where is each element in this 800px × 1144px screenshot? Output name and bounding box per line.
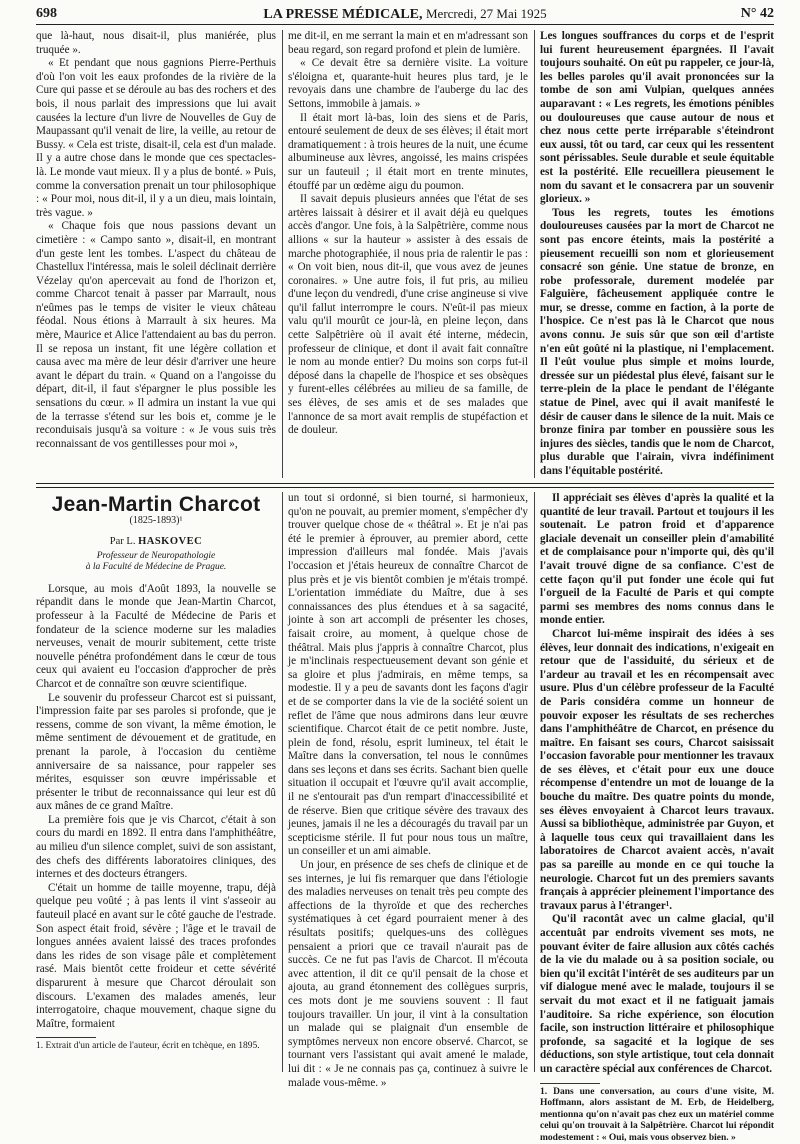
column-divider: [282, 30, 283, 478]
issue-number: N° 42: [740, 6, 774, 21]
footnote-rule: [36, 1037, 96, 1038]
byline: [36, 535, 276, 549]
paragraph: C'était un homme de taille moyenne, trapu, déjà quelque peu voûté ; à pas lents il vint s'asseoir au fauteuil placé en avant sur le côté gauche de l'estrade. Son aspect était froid, sévère ; l'âge et le travail de longues années avaient laissé des traces profondes dans les rides de son visage pâle et complètement rasé. Mais bientôt cette froideur et cette sévérité disparurent à mesure que Charcot déroulait son discours. L'examen des malades amenés, leur interrogatoire, chaque mouvement, chaque signe du Maître, formaient: [36, 881, 276, 1030]
article-column-2: [288, 492, 528, 1089]
footnote-rule: [540, 1083, 600, 1084]
top-column-1: [36, 30, 276, 480]
journal-title: LA PRESSE MÉDICALE,: [263, 7, 423, 22]
header-rule: [36, 24, 774, 25]
paragraph: « Ce devait être sa dernière visite. La voiture s'éloigna et, quarante-huit heures plus tard, je le revoyais dans une chambre de l'auberge du lac des Settons, immobile à jamais. »: [288, 57, 528, 110]
column-divider: [534, 492, 535, 1072]
article-title: Jean-Martin Charcot: [51, 493, 261, 516]
footnote: 1. Dans une conversation, au cours d'une visite, M. Hoffmann, alors assistant de M. Erb, de Heidelberg, mentionna qu'on n'avait pas chez eux un matériel comme celui qu'on trouvait à la Salpêtrière. Charcot lui répondit modestement : « Oui, mais vous observez bien. »: [540, 1086, 774, 1143]
affiliation-line-2: à la Faculté de Médecine de Prague.: [85, 561, 227, 572]
journal-title-line: [36, 6, 774, 23]
page-number: 698: [36, 6, 57, 21]
paragraph: un tout si ordonné, si bien tourné, si harmonieux, qu'on ne pouvait, au premier moment, s'empêcher d'y trouver quelque chose de « théâtral ». Et je n'ai pas été le premier à éprouver, au premier abord, cette impression d'ailleurs mal fondée. Mais j'avais l'occasion et j'étais heureux de connaître Charcot de plus près et je vis bientôt combien je m'étais trompé. L'orientation immédiate du Maître, due à ses connaissances des plus étendues et à sa sagacité, jointe à son art accompli de présenter les choses, faisait croire, au moment, à quelque chose de théâtral. Mais plus j'appris à connaître Charcot, plus je m'inclinais respectueusement devant son génie et sa gloire et plus j'admirais, en même temps, sa modestie. Il y a peu de savants dont les façons d'agir et de se comporter dans la vie de la société soient un reflet de l'âme que nous admirons dans leur œuvre scientifique. Charcot était de ce petit nombre. Juste, plein de fond, résolu, esprit lumineux, tel était le Maître dans la conversation, tel nous le connûmes dans ses leçons et dans ses écrits. Sachant bien quelle situation il occupait et l'œuvre qu'il avait accomplie, il ne s'entourait pas d'un rempart d'inaccessibilité et de réserve. Bien que critique sévère des travaux des jeunes, jamais il ne les a découragés du travail par un scepticisme stérile. Il fut pour nous tous un maître, un conseiller et un ami aimable.: [288, 492, 528, 858]
issue-date: Mercredi, 27 Mai 1925: [426, 6, 547, 21]
paragraph: Charcot lui-même inspirait des idées à ses élèves, leur donnait des indications, n'exigeait en retour que de l'assiduité, du sérieux et de l'ardeur au travail et les en récompensait avec usure. Plus d'un célèbre professeur de la Faculté de Paris considéra comme un honneur de pouvoir exposer les résultats de ses recherches dans l'amphithéâtre de Charcot, en présence du maître. En faisant ses cours, Charcot saisissait l'occasion favorable pour mentionner les travaux de ses élèves, et c'était pour eux une douce récompense d'entendre un mot de louange de la bouche du maître. Des quatre points du monde, ses élèves envoyaient à Charcot leurs travaux. Aussi sa bibliothèque, administrée par Guyon, et à laquelle tous ceux qui travaillaient dans les laboratoires de Charcot avaient accès, n'avait pas sa pareille au monde en ce qui touche la neurologie. Charcot fut un des premiers savants français à apprécier pleinement l'importance des travaux parus à l'étranger¹.: [540, 627, 774, 912]
article-column-3: [540, 492, 774, 1143]
affiliation-line-1: Professeur de Neuropathologie: [96, 550, 216, 561]
top-column-3: [540, 30, 774, 480]
top-column-2: [288, 30, 528, 480]
column-divider: [534, 30, 535, 478]
column-divider: [282, 492, 283, 1072]
paragraph: Il savait depuis plusieurs années que l'état de ses artères laissait à désirer et il avait déjà eu quelques accès d'angor. Une fois, à la Salpêtrière, comme nous allions « sur la hauteur » assister à des essais de marche photographiée, il nous pria de ralentir le pas : « On voit bien, nous dit-il, que vous avez de jeunes coronaires. » Une autre fois, il fut pris, au milieu d'une leçon du vendredi, d'une crise angineuse si vive qu'il fallut interrompre le cours. N'eût-il pas mieux valu qu'il mourût ce jour-là, en pleine leçon, dans cette Salpêtrière où il avait été interne, médecin, professeur de clinique, et dont il avait fait connaître le nom au monde entier? Du moins son corps fut-il déposé dans la chapelle de l'hospice et ses obsèques y furent-elles célébrées au milieu de sa famille, de ses élèves, de ses amis et de ses malades que l'annonce de sa mort avait remplis de stupéfaction et de douleur.: [288, 193, 528, 437]
paragraph: Il était mort là-bas, loin des siens et de Paris, entouré seulement de deux de ses élèves; il était mort dramatiquement : à trois heures de la nuit, une écume albumineuse aux lèvres, angoissé, les mains crispées sur un fauteuil ; il était mort en trente minutes, étouffé par un œdème aigu du poumon.: [288, 111, 528, 192]
paragraph: Les longues souffrances du corps et de l'esprit lui furent heureusement épargnées. Il l'avait toujours souhaité. On eût pu rappeler, ce jour-là, les belles paroles qu'il avait prononcées sur la tombe de son ami Vulpian, quelques années auparavant : « Les regrets, les émotions pénibles ou douloureuses que cause autour de nous et chez nous cette perte irréparable s'éteindront eux aussi, tôt ou tard, car ceux qui les ressentent sont périssables. Seule durable et seule équitable est la postérité. Elle recueillera pieusement le nom du savant et le consacrera par un souvenir glorieux. »: [540, 30, 774, 206]
paragraph: Qu'il racontât avec un calme glacial, qu'il accentuât par endroits vivement ses mots, ne pouvant éviter de faire allusion aux côtés cachés de la vie du malade ou à sa position sociale, ou bien qu'il excitât l'intérêt de ses auditeurs par un vif dialogue mené avec le malade, toujours il se servait du mot exact et il ne fatiguait jamais l'auditoire. Sa riche expérience, son élocution facile, son instruction littéraire et philosophique profonde, sa sagacité et la logique de ses déductions, son style artistique, tout cela donnait un caractère spécial aux conférences de Charcot.: [540, 913, 774, 1075]
paragraph: « Chaque fois que nous passions devant un cimetière : « Campo santo », disait-il, en montrant d'un geste lent les tombes. L'aspect du château de Chastellux l'intéressa, mais le soleil déclinait derrière Vézelay qu'on apercevait au fond de l'horizon et, comme Charcot tenait à passer par Marrault, nous n'eûmes pas le temps de visiter le vieux château féodal. Nous étions à Marrault à six heures. Ma mère, Maurice et Alice l'attendaient au bas du perron. Il se reposa un instant, fit une légère collation et causa avec ma mère de leur désir d'arriver une heure avant le départ du train. « Quand on a l'angoisse du départ, dit-il, il faut s'épargner le plus possible les sensations du cœur. » Il admira un instant la vue qui de la terrasse s'étend sur les bois et, comme je le reconduisais jusqu'à sa voiture : « Je vous suis très reconnaissant de vos gentillesses pour moi »,: [36, 220, 276, 450]
paragraph: La première fois que je vis Charcot, c'était à son cours du mardi en 1892. Il entra dans l'amphithéâtre, au milieu d'un silence complet, suivi de son assistant, des chefs des différents laboratoires cliniques, des internes et des docteurs étrangers.: [36, 813, 276, 881]
article-dates: (1825-1893)¹: [129, 514, 183, 526]
footnote: 1. Extrait d'un article de l'auteur, écrit en tchèque, en 1895.: [36, 1041, 260, 1052]
section-double-rule: [36, 483, 774, 488]
article-column-1: [36, 492, 276, 1072]
paragraph: Un jour, en présence de ses chefs de clinique et de ses internes, je lui fis remarquer que dans l'étiologie des maladies nerveuses on tenait très peu compte des affections de la thyroïde et que des recherches systématiques à cet égard pourraient mener à des résultats positifs; quelques-uns des collègues pensaient a priori que ce travail n'aurait pas de succès. Ce ne fut pas l'avis de Charcot. Il m'écouta avec attention, il dit ce qu'il pensait de la chose et ajouta, au grand étonnement des collègues surpris, ces mots dont je me souviens souvent : Il faut toujours travailler. Un jour, il vint à la consultation un malade qui se plaignait d'un ensemble de symptômes nerveux non encore observé. Charcot, se tournant vers l'assistant qui avait amené le malade, lui dit : « Je ne connais pas ça, continuez à suivre le malade vous-même. »: [288, 859, 528, 1089]
paragraph: Lorsque, au mois d'Août 1893, la nouvelle se répandit dans le monde que Jean-Martin Charcot, professeur à la Faculté de Médecine de Paris et fondateur de la science moderne sur les maladies nerveuses, venait de mourir subitement, cette triste nouvelle pénétra profondément dans le cœur de tous ceux qui avaient eu l'occasion d'approcher de près Charcot et de connaître son œuvre scientifique.: [36, 582, 276, 690]
page-header: [36, 4, 774, 24]
byline-prefix: Par L.: [109, 536, 136, 548]
paragraph: Tous les regrets, toutes les émotions douloureuses causées par la mort de Charcot ne sont pas encore éteints, mais la postérité a pieusement recueilli son nom et glorieusement consacré son génie. Une statue de bronze, en robe professorale, durement modelée par Falguière, fâcheusement appliquée contre le mur, se dresse, comme en faction, à la porte de l'hospice. Ce n'est pas là le Charcot que nous avons connu. Je suis sûr que son œil d'artiste n'en eût goûté ni la plastique, ni l'emplacement. Il l'eût voulue plus simple et moins lourde, dressée sur un piédestal plus élevé, faisant sur le terre-plein de la place le pendant de l'élégante statue de Pinel, avec qui il avait manifesté le désir de causer dans le silence de la nuit. Mais ce bronze finira par tomber en poussière sous les injures des siècles, tandis que le nom de Charcot, plus durable que l'airain, vivra indéfiniment dans l'équitable postérité.: [540, 206, 774, 477]
paragraph: me dit-il, en me serrant la main et en m'adressant son beau regard, son regard profond et plein de lumière.: [288, 30, 528, 56]
paragraph: Le souvenir du professeur Charcot est si puissant, l'impression faite par ses paroles si profonde, que je ressens, comme de son vivant, la même émotion, le même sentiment de dévouement et de gratitude, en prenant la parole, à l'occasion du centième anniversaire de sa naissance, pour rappeler ses mérites, esquisser son œuvre impérissable et présenter le tribut de reconnaissance qui leur est dû aux mânes de ce grand Maître.: [36, 691, 276, 813]
paragraph: Il appréciait ses élèves d'après la qualité et la quantité de leur travail. Partout et toujours il les soutenait. Le patron froid et d'apparence glaciale devenait un conseiller plein d'amabilité et de complaisance pour n'importe qui, dès qu'il l'avait trouvé digne de sa confiance. C'est de cette façon qu'il put fonder une école qui fut l'orgueil de la Faculté de Paris et qui compte parmi ses membres des noms connus dans le monde entier.: [540, 492, 774, 627]
paragraph: « Et pendant que nous gagnions Pierre-Perthuis d'où l'on voit les eaux profondes de la rivière de la Cure qui passe et se déroule au bas des rochers et des bois, il nous parlait des impressions que lui avait causées la lecture d'un livre de Nouvelles de Guy de Maupassant qu'il venait de lire, la veille, au retour de Bussy. « Cela est triste, disait-il, cela est d'un malade. Il y a autre chose dans le monde que ces spectacles-là. Le monde vaut mieux. Il y a plus de bonté. » Puis, comme la conversation prenait un tour philosophique : « Pour moi, nous dit-il, il y a un dieu, mais lointain, très vague. »: [36, 57, 276, 219]
paragraph: que là-haut, nous disait-il, plus maniérée, plus truquée ».: [36, 30, 276, 56]
author-name: HASKOVEC: [138, 536, 203, 548]
